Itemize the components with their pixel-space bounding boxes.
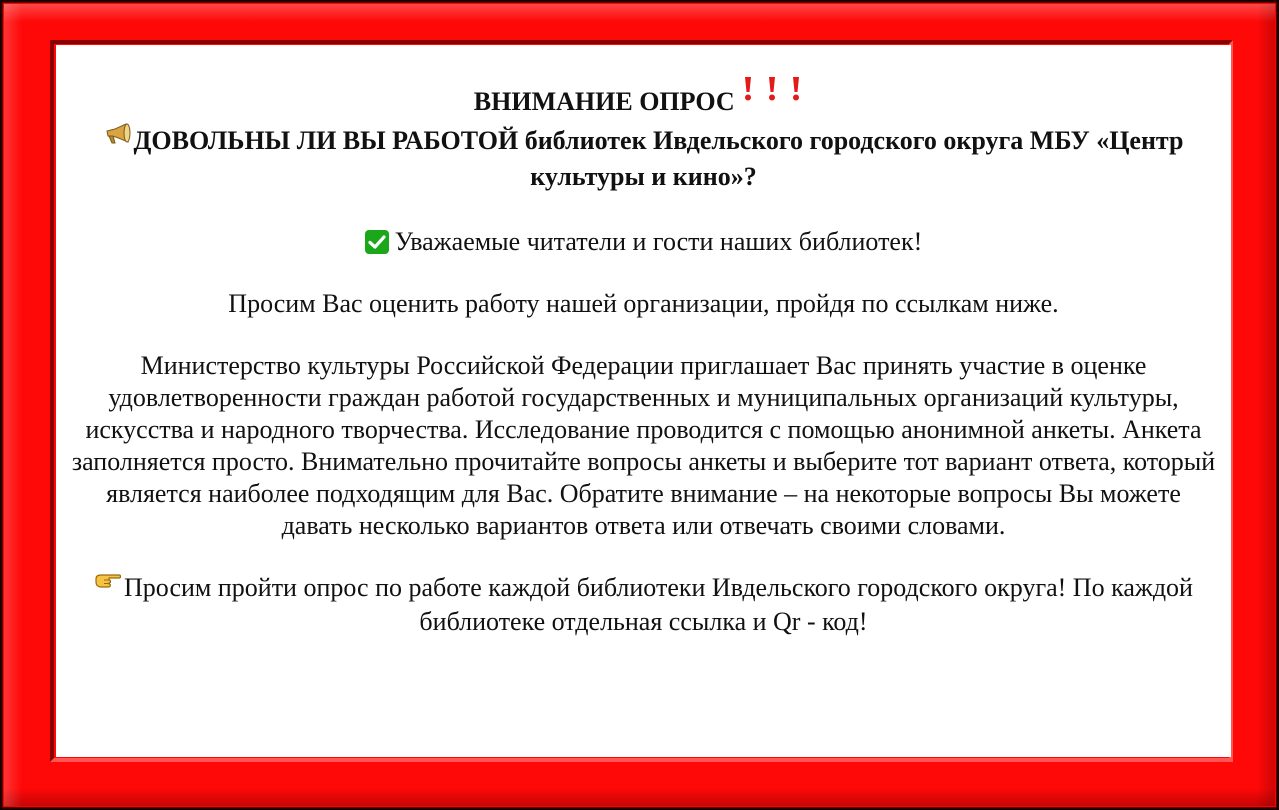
survey-question: ДОВОЛЬНЫ ЛИ ВЫ РАБОТОЙ библиотек Ивдельского городского округа МБУ «Центр культуры и кино»?	[133, 126, 1184, 192]
exclamation-icon	[767, 76, 777, 102]
check-mark-icon	[365, 230, 389, 254]
spacer	[70, 542, 1217, 572]
request-text: Просим Вас оценить работу нашей организации, пройдя по ссылкам ниже.	[228, 289, 1059, 319]
call-to-action-text: Просим пройти опрос по работе каждой библиотеки Ивдельского городского округа! По каждой библиотеке отдельная ссылка и Qr - код!	[124, 573, 1193, 637]
description-text: Министерство культуры Российской Федерации приглашает Вас принять участие в оценке удовлетворенности граждан работой государственных и муниципальных организаций культуры, искусства и народного творчества. Исследование проводится с помощью анонимной анкеты. Анкета заполняется просто. Внимательно прочитайте вопросы анкеты и выберите тот вариант ответа, который является наиболее подходящим для Вас. Обратите внимание – на некоторые вопросы Вы можете давать несколько вариантов ответа или отвечать своими словами.	[71, 351, 1216, 541]
spacer	[70, 320, 1217, 350]
notice-heading: ВНИМАНИЕ ОПРОС	[473, 87, 735, 116]
call-to-action-line	[70, 572, 1217, 638]
greeting-text: Уважаемые читатели и гости наших библиотек!	[394, 227, 923, 257]
heading-line	[70, 80, 1217, 124]
loudspeaker-icon	[104, 120, 132, 154]
question-line	[70, 124, 1217, 194]
exclamation-icon	[743, 76, 753, 102]
greeting-line	[70, 226, 1217, 258]
notice-panel	[56, 45, 1231, 757]
spacer	[70, 194, 1217, 226]
exclamation-icon	[791, 76, 801, 102]
pointing-hand-icon	[94, 566, 122, 598]
spacer	[70, 258, 1217, 288]
